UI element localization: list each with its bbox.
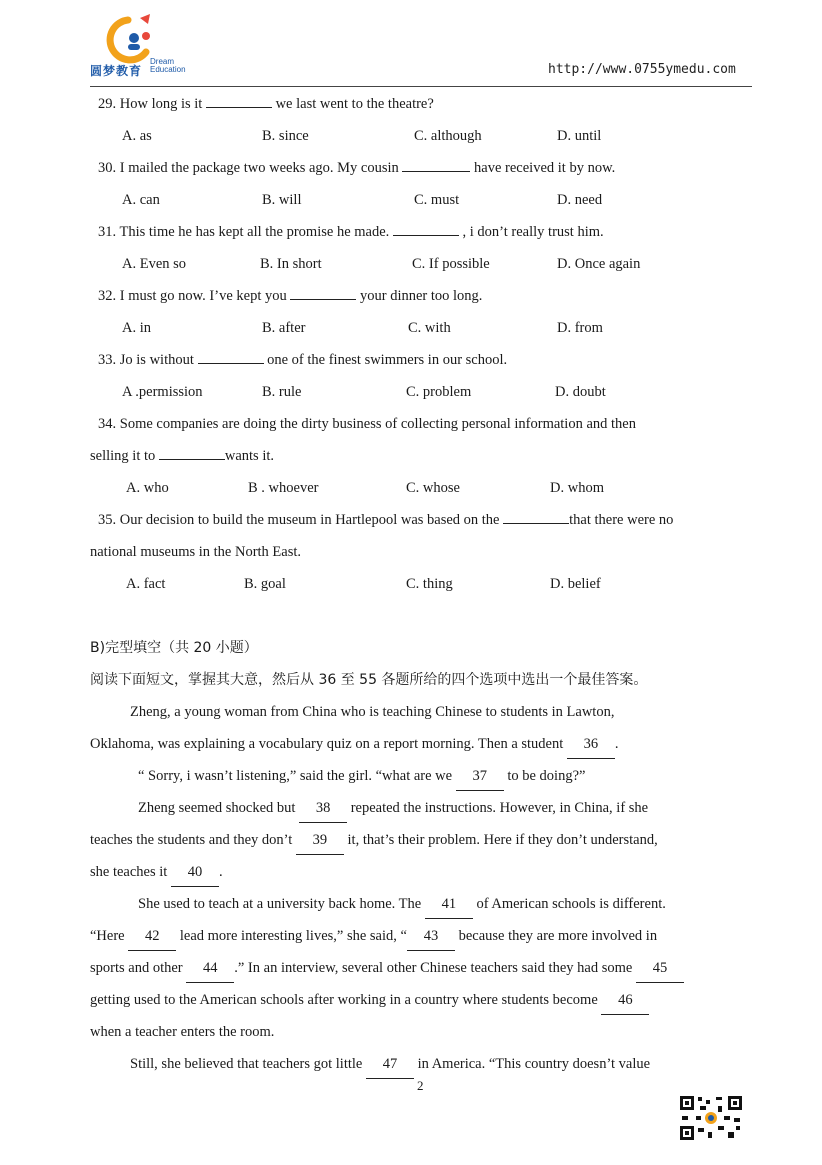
options-31 [90,250,755,282]
spacer [90,602,755,634]
question-text: 30. I mailed the package two weeks ago. My cousin [98,160,403,176]
option-b: B . whoever [248,480,319,496]
passage-text: Zheng, a young woman from China who is teaching Chinese to students in Lawton, [130,704,615,720]
question-text: 34. Some companies are doing the dirty business of collecting personal information and then [98,416,636,432]
option-c: C. problem [406,384,472,400]
passage-text: . [614,736,619,752]
answer-blank [402,155,470,172]
options-32 [90,314,755,346]
question-text: that there were no [569,512,674,528]
question-text: one of the finest swimmers in our school. [263,352,508,368]
question-34 [90,410,755,442]
passage-text: .” In an interview, several other Chinese teachers said they had some [234,960,636,976]
passage-text: Oklahoma, was explaining a vocabulary quiz on a report morning. Then a student [90,736,567,752]
page-content [90,90,755,1082]
option-d: D. from [557,320,603,336]
passage-text: sports and other [90,960,187,976]
passage-line [90,730,755,762]
qr-code-icon[interactable] [678,1094,744,1142]
brand-name-cn: 圆梦教育 [90,64,143,78]
option-a: A .permission [122,384,203,400]
question-text: have received it by now. [470,160,616,176]
option-b: B. will [262,192,302,208]
passage-text: . [218,864,223,880]
passage-line [90,858,755,890]
option-d: D. doubt [555,384,606,400]
option-a: A. can [122,192,160,208]
passage-text: She used to teach at a university back home. The [138,896,425,912]
question-35 [90,506,755,538]
option-b: B. after [262,320,306,336]
option-a: A. Even so [122,256,187,272]
passage-text: teaches the students and they don’t [90,832,296,848]
answer-blank [290,283,356,300]
passage-text: “Here [90,928,129,944]
blank-47: 47 [366,1050,414,1079]
passage-text: to be doing?” [503,768,586,784]
blank-37: 37 [456,762,504,791]
passage-text: she teaches it [90,864,171,880]
question-text: national museums in the North East. [90,544,302,560]
brand-name-en-line2: Education [150,65,186,74]
blank-41: 41 [425,890,473,919]
option-d: D. whom [550,480,604,496]
option-a: A. who [126,480,169,496]
passage-text: getting used to the American schools after working in a country where students become [90,992,602,1008]
brand-name-en-line1: Dream [150,57,175,66]
option-a: A. fact [126,576,166,592]
passage-text: Zheng seemed shocked but [138,800,300,816]
option-c: C. whose [406,480,460,496]
passage-text: repeated the instructions. However, in China, if she [347,800,649,816]
options-35 [90,570,755,602]
passage-line [90,1018,755,1050]
option-d: D. need [557,192,603,208]
blank-36: 36 [567,730,615,759]
question-33 [90,346,755,378]
header-divider [90,86,752,87]
passage-text: when a teacher enters the room. [90,1024,275,1040]
option-d: D. Once again [557,256,641,272]
blank-40: 40 [171,858,219,887]
passage-text: because they are more involved in [454,928,658,944]
question-31 [90,218,755,250]
brand-name-en [150,58,200,74]
passage-line [90,794,755,826]
option-b: B. since [262,128,309,144]
options-29 [90,122,755,154]
passage-text: “ Sorry, i wasn’t listening,” said the girl. “what are we [138,768,456,784]
blank-43: 43 [407,922,455,951]
blank-38: 38 [299,794,347,823]
question-text: , i don’t really trust him. [458,224,604,240]
option-d: D. until [557,128,602,144]
page-number: 2 [417,1078,424,1093]
blank-46: 46 [601,986,649,1015]
passage-line [90,954,755,986]
options-30 [90,186,755,218]
question-text: 31. This time he has kept all the promise he made. [98,224,393,240]
options-34 [90,474,755,506]
question-32 [90,282,755,314]
passage-line [90,986,755,1018]
passage-text: in America. “This country doesn’t value [413,1056,651,1072]
question-text: 29. How long is it [98,96,206,112]
option-c: C. must [414,192,460,208]
passage-line [90,922,755,954]
passage-text: of American schools is different. [472,896,666,912]
question-35-line2 [90,538,755,570]
question-29 [90,90,755,122]
blank-44: 44 [186,954,234,983]
options-33 [90,378,755,410]
passage-line [90,890,755,922]
option-c: C. If possible [412,256,490,272]
question-text: 33. Jo is without [98,352,198,368]
page-header [0,0,822,90]
blank-45: 45 [636,954,684,983]
option-c: C. with [408,320,451,336]
question-30 [90,154,755,186]
section-b-title: B)完型填空（共 20 小题） [90,640,258,656]
logo-emblem-icon [88,14,198,64]
answer-blank [503,507,569,524]
question-text: 35. Our decision to build the museum in Hartlepool was based on the [98,512,504,528]
passage-line [90,762,755,794]
option-d: D. belief [550,576,601,592]
question-text: 32. I must go now. I’ve kept you [98,288,291,304]
option-c: C. thing [406,576,453,592]
answer-blank [393,219,459,236]
header-url: http://www.0755ymedu.com [548,62,736,77]
question-34-line2 [90,442,755,474]
passage-text: lead more interesting lives,” she said, “ [176,928,407,944]
option-a: A. in [122,320,151,336]
question-text: your dinner too long. [356,288,483,304]
option-a: A. as [122,128,152,144]
answer-blank [159,443,225,460]
option-b: B. In short [260,256,322,272]
section-b-instruction: 阅读下面短文，掌握其大意，然后从 36 至 55 各题所给的四个选项中选出一个最佳答案。 [90,672,648,688]
option-b: B. rule [262,384,302,400]
option-b: B. goal [244,576,286,592]
question-text: we last went to the theatre? [271,96,434,112]
dream-education-logo [88,14,198,80]
question-text: wants it. [224,448,275,464]
passage-line [90,698,755,730]
blank-39: 39 [296,826,344,855]
option-c: C. although [414,128,482,144]
passage-text: it, that’s their problem. Here if they don’t understand, [343,832,658,848]
passage-text: Still, she believed that teachers got little [130,1056,366,1072]
passage-line [90,826,755,858]
answer-blank [206,91,272,108]
answer-blank [198,347,264,364]
question-text: selling it to [90,448,159,464]
blank-42: 42 [128,922,176,951]
